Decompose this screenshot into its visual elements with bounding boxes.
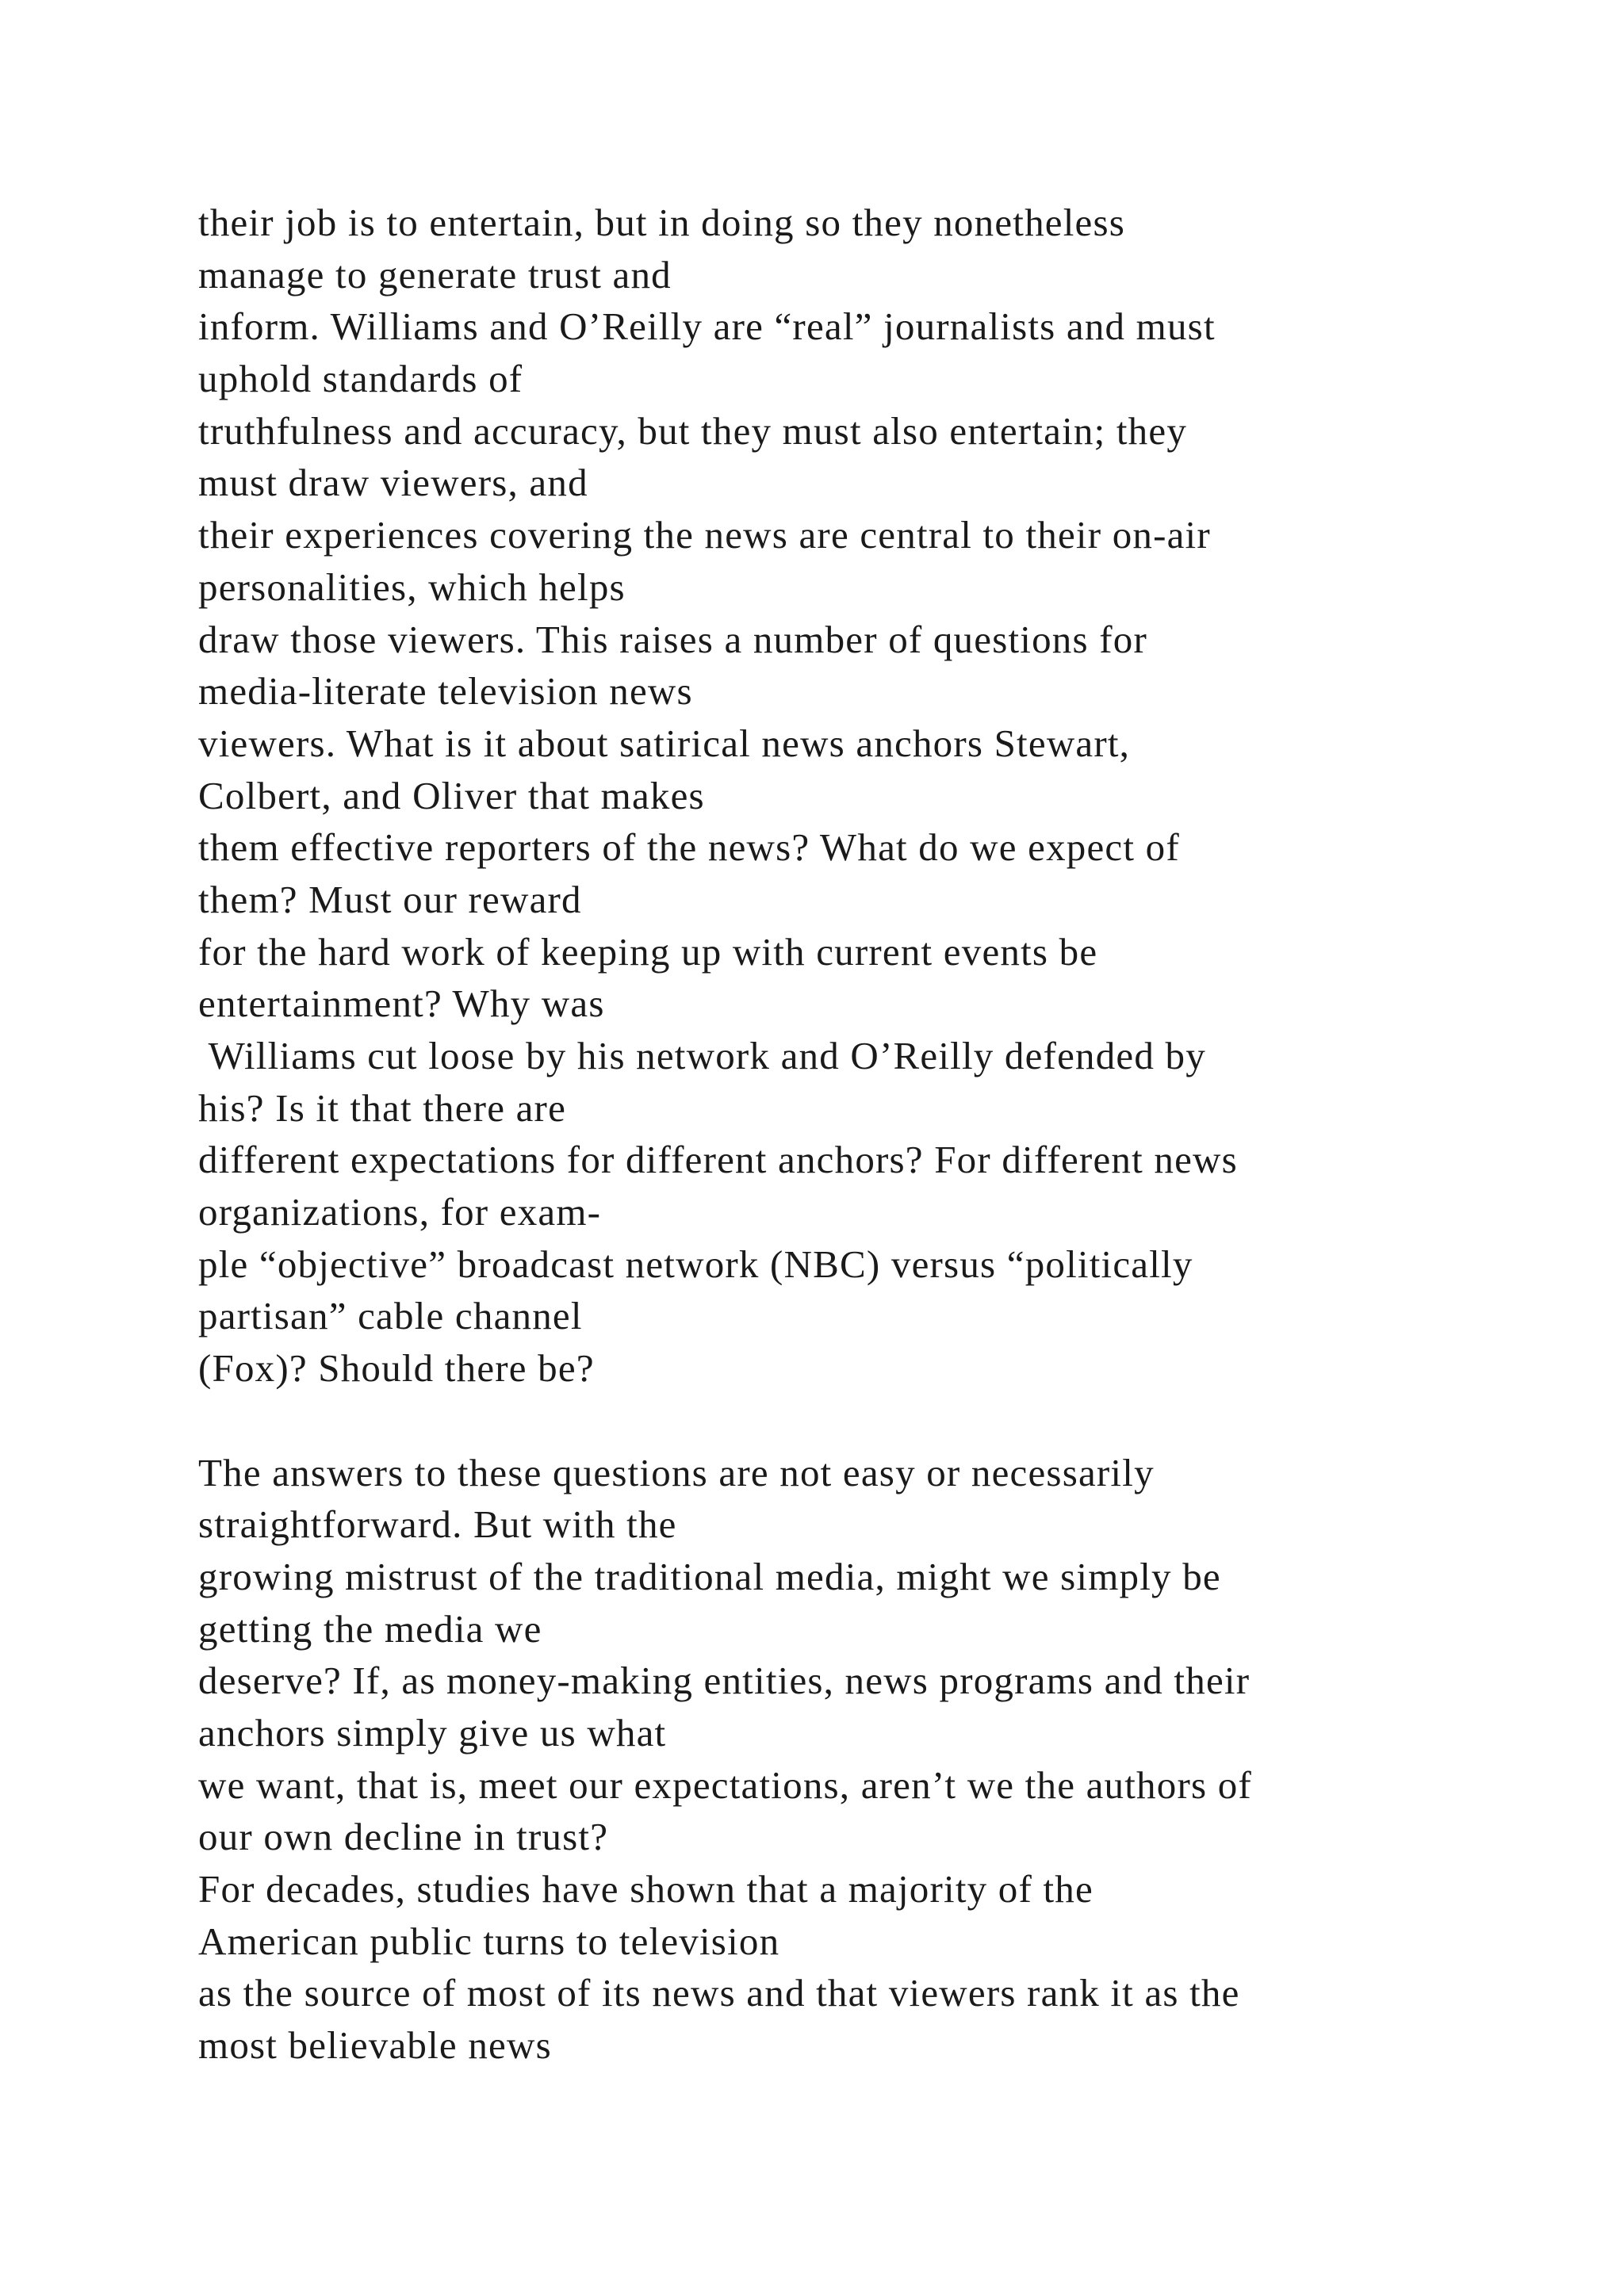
text-line: The answers to these questions are not easy or necessarily: [198, 1450, 1155, 1494]
text-line: organizations, for exam-: [198, 1190, 602, 1234]
text-line: uphold standards of: [198, 357, 523, 401]
text-line: our own decline in trust?: [198, 1815, 609, 1859]
text-line: American public turns to television: [198, 1919, 780, 1963]
text-line: (Fox)? Should there be?: [198, 1346, 595, 1391]
text-line: draw those viewers. This raises a number of questions for: [198, 617, 1147, 661]
text-line: we want, that is, meet our expectations, aren’t we the authors of: [198, 1762, 1252, 1807]
text-line: his? Is it that there are: [198, 1085, 567, 1130]
text-line: deserve? If, as money-making entities, news programs and their: [198, 1659, 1251, 1703]
text-line: personalities, which helps: [198, 564, 626, 609]
text-line: For decades, studies have shown that a majority of the: [198, 1867, 1094, 1911]
text-line: straightforward. But with the: [198, 1502, 677, 1547]
text-line: Williams cut loose by his network and O’Reilly defended by: [198, 1034, 1206, 1077]
text-line: media-literate television news: [198, 669, 693, 714]
text-line: growing mistrust of the traditional media, might we simply be: [198, 1554, 1221, 1598]
text-line: partisan” cable channel: [198, 1294, 583, 1338]
text-line: getting the media we: [198, 1606, 542, 1651]
text-line: Colbert, and Oliver that makes: [198, 773, 705, 817]
text-line: different expectations for different anchors? For different news: [198, 1138, 1238, 1182]
text-line: entertainment? Why was: [198, 982, 605, 1026]
text-line: manage to generate trust and: [198, 252, 672, 297]
text-line: viewers. What is it about satirical news anchors Stewart,: [198, 721, 1131, 765]
text-line: truthfulness and accuracy, but they must also entertain; they: [198, 408, 1188, 453]
text-line: their job is to entertain, but in doing so they nonetheless: [198, 201, 1126, 244]
text-line: their experiences covering the news are central to their on-air: [198, 513, 1211, 557]
document-body: [198, 197, 1546, 2072]
text-line: anchors simply give us what: [198, 1710, 667, 1755]
text-line: ple “objective” broadcast network (NBC) versus “politically: [198, 1242, 1193, 1286]
text-line: them effective reporters of the news? What do we expect of: [198, 825, 1180, 870]
text-line: as the source of most of its news and that viewers rank it as the: [198, 1971, 1240, 2015]
text-line: most believable news: [198, 2023, 552, 2068]
paragraph-1: [198, 197, 1546, 1395]
paragraph-gap: [198, 1395, 1546, 1447]
paragraph-2: [198, 1447, 1546, 2072]
text-line: for the hard work of keeping up with current events be: [198, 929, 1098, 974]
text-line: them? Must our reward: [198, 877, 582, 921]
text-line: must draw viewers, and: [198, 461, 588, 505]
text-line: inform. Williams and O’Reilly are “real” journalists and must: [198, 304, 1216, 349]
